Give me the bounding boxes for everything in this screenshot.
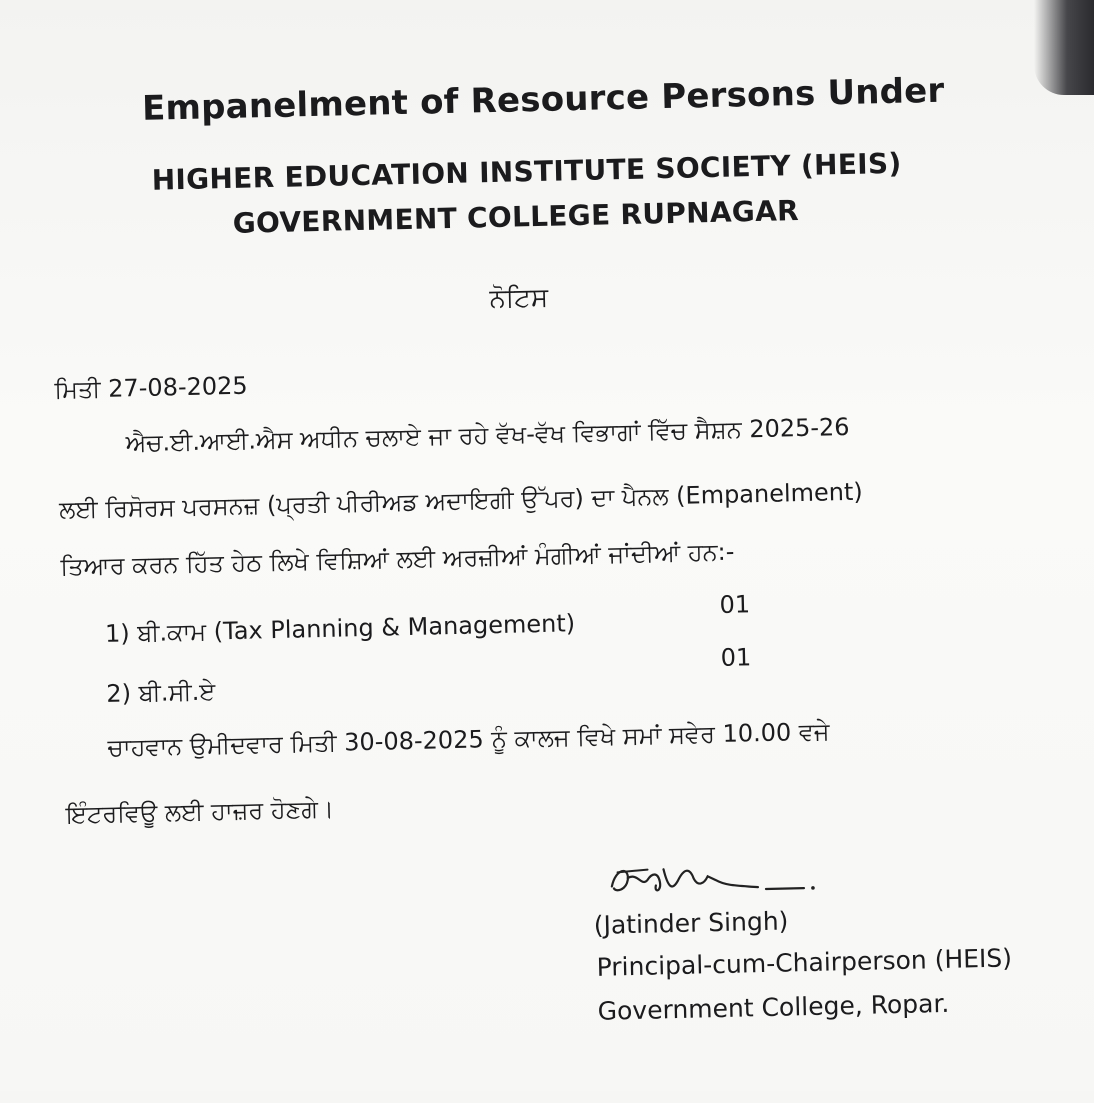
- college-name: GOVERNMENT COLLEGE RUPNAGAR: [232, 194, 800, 240]
- body-line-2: ਲਈ ਰਿਸੋਰਸ ਪਰਸਨਜ਼ (ਪ੍ਰਤੀ ਪੀਰੀਅਡ ਅਦਾਇਗੀ ਉੱਪਰ) ਦਾ ਪੈਨਲ (Empanelment): [58, 477, 864, 524]
- closing-line-1: ਚਾਹਵਾਨ ਉਮੀਦਵਾਰ ਮਿਤੀ 30-08-2025 ਨੂੰ ਕਾਲਜ ਵਿਖੇ ਸਮਾਂ ਸਵੇਰ 10.00 ਵਜੇ: [107, 717, 830, 762]
- subject-count-2: 01: [720, 643, 752, 672]
- organization-name: HIGHER EDUCATION INSTITUTE SOCIETY (HEIS): [151, 146, 902, 197]
- subject-count-1: 01: [719, 590, 751, 619]
- notice-date: ਮਿਤੀ 27-08-2025: [54, 371, 248, 404]
- signatory-name: (Jatinder Singh): [593, 906, 789, 940]
- signatory-institution: Government College, Ropar.: [597, 988, 950, 1026]
- body-line-3: ਤਿਆਰ ਕਰਨ ਹਿੱਤ ਹੇਠ ਲਿਖੇ ਵਿਸ਼ਿਆਂ ਲਈ ਅਰਜ਼ੀਆਂ ਮੰਗੀਆਂ ਜਾਂਦੀਆਂ ਹਨ:-: [60, 537, 735, 581]
- body-line-1: ਐਚ.ਈ.ਆਈ.ਐਸ ਅਧੀਨ ਚਲਾਏ ਜਾ ਰਹੇ ਵੱਖ-ਵੱਖ ਵਿਭਾਗਾਂ ਵਿੱਚ ਸੈਸ਼ਨ 2025-26: [125, 412, 850, 458]
- notice-heading: ਨੋਟਿਸ: [489, 282, 549, 315]
- subject-item-2: 2) ਬੀ.ਸੀ.ਏ: [106, 677, 216, 708]
- closing-line-2: ਇੰਟਰਵਿਊ ਲਈ ਹਾਜ਼ਰ ਹੋਣਗੇ।: [65, 794, 335, 829]
- signatory-designation: Principal-cum-Chairperson (HEIS): [596, 943, 1013, 982]
- document-title: Empanelment of Resource Persons Under: [141, 70, 945, 129]
- subject-item-1: 1) ਬੀ.ਕਾਮ (Tax Planning & Management): [104, 609, 576, 648]
